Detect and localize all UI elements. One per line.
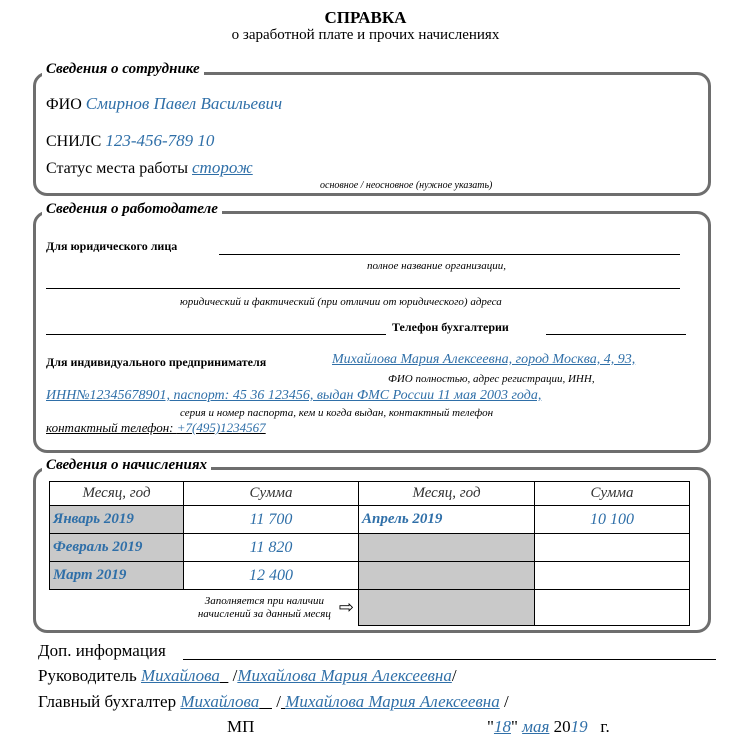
snils-value: 123-456-789 10 [105, 131, 215, 150]
sum-cell: 12 400 [184, 562, 359, 590]
extra-line [183, 659, 716, 660]
note-text [198, 595, 331, 621]
address-hint: юридический и фактический (при отличии от юридического) адреса [180, 296, 502, 308]
address-line [46, 288, 680, 289]
sum-cell [535, 562, 690, 590]
document-title: СПРАВКА [324, 8, 407, 27]
month-cell: Февраль 2019 [50, 534, 184, 562]
date-year-prefix: 20 [553, 717, 571, 736]
ip-hint1: ФИО полностью, адрес регистрации, ИНН, [388, 373, 595, 385]
note-cell [50, 590, 359, 626]
ip-hint2: серия и номер паспорта, кем и когда выдан, контактный телефон [180, 407, 494, 419]
note-line1: Заполняется при наличии [204, 594, 324, 607]
fio-value: Смирнов Павел Васильевич [85, 94, 283, 113]
accountant-sign: Михайлова [180, 692, 260, 711]
head-sign: Михайлова [140, 666, 220, 685]
employer-legend: Сведения о работодателе [42, 201, 222, 218]
document-subtitle: о заработной плате и прочих начислениях [231, 27, 500, 43]
fio-label: ФИО [46, 96, 82, 113]
col-month-left: Месяц, год [50, 482, 184, 506]
sum-cell [535, 534, 690, 562]
date-row: "18" мая 2019 г. [487, 717, 610, 736]
month-cell: Апрель 2019 [359, 506, 535, 534]
head-label: Руководитель [38, 666, 137, 685]
stamp-label: МП [227, 717, 255, 736]
table-row [50, 534, 690, 562]
date-day: 18 [493, 717, 511, 736]
charges-legend: Сведения о начислениях [42, 457, 211, 474]
status-hint: основное / неосновное (нужное указать) [320, 180, 493, 191]
head-row: Руководитель Михайлова /Михайлова Мария Алексеевна/ [38, 666, 457, 685]
accountant-row: Главный бухгалтер Михайлова / Михайлова Мария Алексеевна / [38, 692, 509, 711]
phone-line [546, 334, 686, 335]
date-suffix: г. [600, 717, 610, 736]
col-sum-right: Сумма [535, 482, 690, 506]
employee-legend: Сведения о сотруднике [42, 61, 204, 78]
empty-month-cell [359, 590, 535, 626]
ip-phone-row [46, 420, 266, 436]
legal-label: Для юридического лица [46, 239, 178, 253]
ip-label: Для индивидуального предпринимателя [46, 355, 267, 369]
col-month-right: Месяц, год [359, 482, 535, 506]
month-cell: Март 2019 [50, 562, 184, 590]
ip-phone-prefix: контактный телефон: [46, 420, 174, 435]
extra-label: Доп. информация [38, 641, 166, 660]
date-month: мая [522, 717, 550, 736]
empty-sum-cell [535, 590, 690, 626]
note-line2: начислений за данный месяц [197, 607, 331, 620]
ip-value-line1: Михайлова Мария Алексеевна, город Москва, 4, 93, [332, 352, 636, 367]
arrow-right-icon: ⇨ [338, 597, 354, 618]
ip-phone-value: +7(495)1234567 [176, 420, 266, 435]
phone-label: Телефон бухгалтерии [392, 320, 509, 334]
snils-row [46, 131, 214, 151]
sum-cell: 11 700 [184, 506, 359, 534]
fio-row [46, 94, 282, 114]
table-row [50, 590, 690, 626]
legal-hint: полное название организации, [367, 260, 506, 272]
legal-name-line [219, 254, 680, 255]
sum-cell: 10 100 [535, 506, 690, 534]
table-row [50, 506, 690, 534]
month-cell [359, 562, 535, 590]
accountant-name: Михайлова Мария Алексеевна [285, 692, 500, 711]
accountant-label: Главный бухгалтер [38, 692, 177, 711]
status-value: сторож [192, 158, 253, 177]
table-row [50, 562, 690, 590]
col-sum-left: Сумма [184, 482, 359, 506]
head-name: Михайлова Мария Алексеевна [237, 666, 452, 685]
status-label: Статус места работы [46, 160, 189, 177]
month-cell [359, 534, 535, 562]
address-line-2 [46, 334, 386, 335]
charges-table [49, 481, 690, 626]
month-cell: Январь 2019 [50, 506, 184, 534]
sum-cell: 11 820 [184, 534, 359, 562]
ip-value-line2: ИНН№12345678901, паспорт: 45 36 123456, выдан ФМС России 11 мая 2003 года, [46, 388, 542, 403]
status-row [46, 158, 253, 178]
date-year-suffix: 19 [570, 717, 588, 736]
snils-label: СНИЛС [46, 133, 102, 150]
